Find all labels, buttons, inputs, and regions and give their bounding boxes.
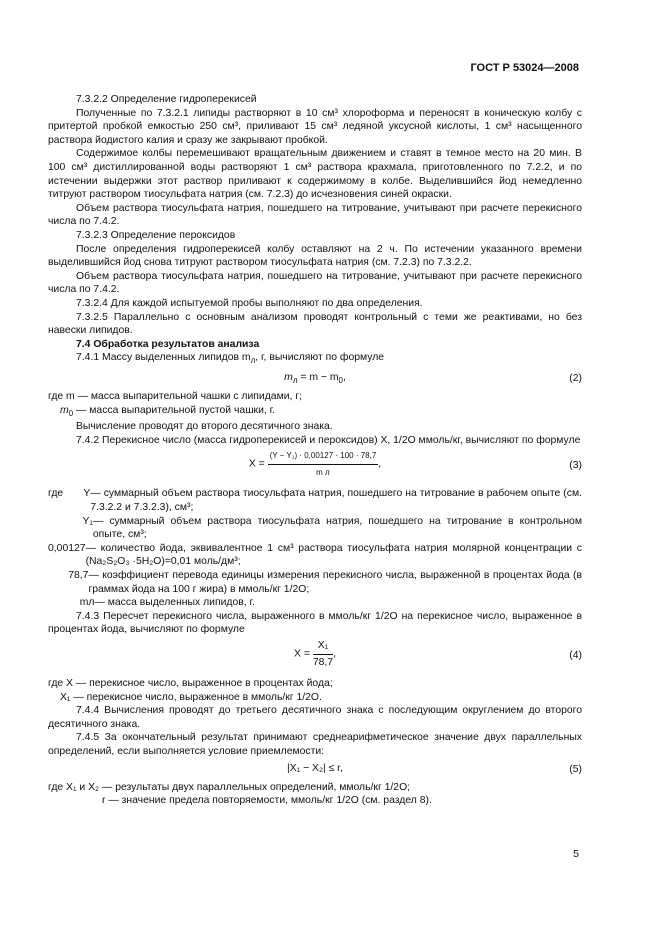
section-74-title: 7.4 Обработка результатов анализа [76, 338, 260, 350]
section-743-intro: 7.4.3 Пересчет перекисного числа, выраженного в ммоль/кг 1/2O на перекисное число, выраженное в процентах йода, вычисляют по формуле [48, 610, 582, 636]
definition-row: mл — масса выделенных липидов, г. [48, 597, 255, 609]
paragraph: Объем раствора тиосульфата натрия, пошедшего на титрование, учитывают при расчете перекисного числа по 7.4.2. [48, 270, 582, 296]
where-line: X₁ — перекисное число, выраженное в ммоль/кг 1/2O. [60, 691, 322, 703]
where-line: $m_0$ — масса выпарительной пустой чашки, г. [60, 404, 276, 418]
standard-header: ГОСТ Р 53024—2008 [470, 62, 579, 74]
definition-row: где Y — суммарный объем раствора тиосульфата натрия, пошедшего на титрование в рабочем опыте (см. 7.3.2.2 и 7.3.2.3), см³; [48, 488, 582, 513]
section-7322-title: 7.3.2.2 Определение гидроперекисей [76, 94, 257, 105]
definitions-list [48, 487, 582, 609]
equation-number: (3) [569, 460, 582, 472]
where-line: где X — перекисное число, выраженное в процентах йода; [48, 677, 333, 689]
section-742-intro: 7.4.2 Перекисное число (масса гидроперекисей и пероксидов) X, 1/2O ммоль/кг, вычисляют по формуле [76, 434, 581, 446]
where-line: где X₁ и X₂ — результаты двух параллельных определений, ммоль/кг 1/2O; [48, 781, 411, 793]
paragraph: Вычисление проводят до второго десятичного знака. [76, 421, 333, 433]
equation-number: (4) [569, 649, 582, 661]
page-number: 5 [573, 848, 579, 860]
section-7323-title: 7.3.2.3 Определение пероксидов [76, 229, 236, 241]
equation-number: (5) [569, 763, 582, 775]
section-7324: 7.3.2.4 Для каждой испытуемой пробы выполняют по два определения. [76, 297, 423, 309]
definition-row: Y₁ — суммарный объем раствора тиосульфата натрия, пошедшего на титрование в контрольном опыте, см³; [48, 515, 582, 541]
paragraph: Содержимое колбы перемешивают вращательным движением и ставят в темное место на 20 мин. В 100 см³ дистиллированной воды растворяют 1 см³ раствора крахмала, приготовленного по 7.2.2, и по истечении выдержки этот раствор приливают к содержимому в колбе. Выделившийся йод немедленно титруют раствором тиосульфата натрия (см. 7.2.3) до исчезновения синей окраски. [48, 148, 582, 201]
paragraph: Объем раствора тиосульфата натрия, пошедшего на титрование, учитывают при расчете перекисного числа по 7.4.2. [48, 202, 582, 228]
equation-number: (2) [569, 372, 582, 384]
where-line: r — значение предела повторяемости, ммоль/кг 1/2O (см. раздел 8). [102, 795, 432, 807]
paragraph: После определения гидроперекисей колбу оставляют на 2 ч. По истечении указанного времени выделившийся йод снова титруют раствором тиосульфата натрия (см. 7.2.3) по 7.3.2.2. [48, 243, 582, 269]
formula-2: $m_л = m - m_0$, (2) [284, 371, 582, 386]
section-745-intro: 7.4.5 За окончательный результат принимают среднеарифметическое значение двух параллельных определений, если выполняется условие приемлемости: [48, 732, 582, 757]
section-744: 7.4.4 Вычисления проводят до третьего десятичного знака с последующим округлением до второго десятичного знака. [48, 705, 582, 730]
formula-4: X = $\frac{\text{X₁}}{78,7}$ , (4) [294, 639, 582, 668]
section-741-intro: 7.4.1 Массу выделенных липидов $m_л$, г, вычисляют по формуле [76, 352, 385, 366]
where-line: где m — масса выпарительной чашки с липидами, г; [48, 390, 302, 402]
formula-5: |X₁ − X₂| ≤ r, (5) [287, 762, 582, 775]
page-content [48, 93, 582, 808]
definition-row: 78,7 — коэффициент перевода единицы измерения перекисного числа, выраженной в процентах йода (в граммах йода на 100 г жира) в ммоль/кг 1/2O; [48, 569, 582, 595]
section-7325: 7.3.2.5 Параллельно с основным анализом проводят контрольный с теми же реактивами, но без навески липидов. [48, 311, 582, 337]
paragraph: Полученные по 7.3.2.1 липиды растворяют в 10 см³ хлороформа и переносят в коническую колбу с притертой пробкой емкостью 250 см³, приливают 15 см³ ледяной уксусной кислоты, 1 см³ насыщенного раствора йодистого калия и сразу же закрывают пробкой. [48, 107, 582, 146]
formula-3: X = $\frac{\text{(Y − Y₁) · 0,00127 · 100 · 78,7}}{\text{m л}}$ , (3) [248, 451, 582, 477]
definition-row: 0,00127 — количество йода, эквивалентное 1 см³ раствора тиосульфата натрия молярной концентрации с (Na₂S₂O₃ ·5H₂O)=0,01 моль/дм³; [48, 542, 582, 568]
